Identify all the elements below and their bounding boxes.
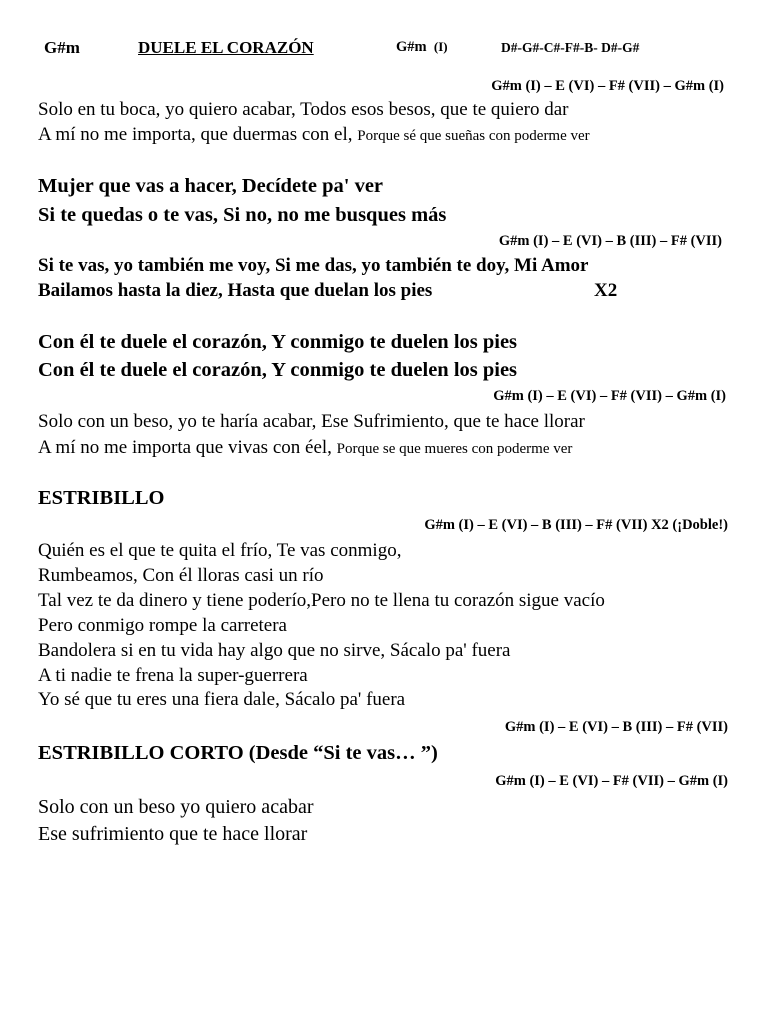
chord-line-verse1: G#m (I) – E (VI) – F# (VII) – G#m (I) — [491, 78, 724, 94]
lyric-line: A mí no me importa que vivas con éel, Porque se que mueres con poderme ver — [38, 437, 573, 458]
lyric-line: Tal vez te da dinero y tiene poderío,Pero no te llena tu corazón sigue vacío — [38, 590, 605, 611]
lyric-line: Solo con un beso yo quiero acabar — [38, 796, 314, 818]
lyric-line: Quién es el que te quita el frío, Te vas conmigo, — [38, 540, 402, 561]
chord-line-estribillo-corto: G#m (I) – E (VI) – F# (VII) – G#m (I) — [495, 773, 728, 789]
lyric-line: Yo sé que tu eres una fiera dale, Sácalo pa' fuera — [38, 689, 406, 710]
header-chord: G#m (I) — [396, 39, 448, 55]
scale-notes: D#-G#-C#-F#-B- D#-G# — [501, 40, 640, 55]
chord-line-chorus: G#m (I) – E (VI) – F# (VII) – G#m (I) — [493, 388, 726, 404]
section-heading-estribillo-corto: ESTRIBILLO CORTO (Desde “Si te vas… ”) — [38, 742, 438, 764]
lyric-line: Pero conmigo rompe la carretera — [38, 615, 287, 636]
lyric-line: A ti nadie te frena la super-guerrera — [38, 665, 308, 686]
song-title: DUELE EL CORAZÓN — [138, 38, 314, 57]
lyric-line: Solo en tu boca, yo quiero acabar, Todos esos besos, que te quiero dar — [38, 99, 569, 120]
lyric-line-bold: Mujer que vas a hacer, Decídete pa' ver — [38, 175, 384, 197]
song-key: G#m — [44, 38, 80, 57]
lyric-line-bold: Si te vas, yo también me voy, Si me das, yo también te doy, Mi Amor — [38, 255, 589, 276]
chord-line-estribillo-end: G#m (I) – E (VI) – B (III) – F# (VII) — [504, 719, 728, 735]
chord-line-prechorus: G#m (I) – E (VI) – B (III) – F# (VII) — [498, 233, 722, 249]
lyric-line-bold: Bailamos hasta la diez, Hasta que duelan los pies — [38, 280, 433, 301]
chord-line-estribillo: G#m (I) – E (VI) – B (III) – F# (VII) X2 (¡Doble!) — [424, 517, 728, 533]
chorus-line: Con él te duele el corazón, Y conmigo te duelen los pies — [38, 359, 518, 381]
lyric-line: Rumbeamos, Con él lloras casi un río — [38, 565, 324, 586]
section-heading-estribillo: ESTRIBILLO — [38, 487, 165, 509]
repeat-marker: X2 — [594, 280, 618, 301]
chorus-line: Con él te duele el corazón, Y conmigo te duelen los pies — [38, 331, 518, 353]
lyric-line: Solo con un beso, yo te haría acabar, Ese Sufrimiento, que te hace llorar — [38, 411, 585, 432]
lyric-line: A mí no me importa, que duermas con el, Porque sé que sueñas con poderme ver — [38, 124, 590, 145]
lyric-line-bold: Si te quedas o te vas, Si no, no me busques más — [38, 204, 447, 226]
lyric-line: Bandolera si en tu vida hay algo que no sirve, Sácalo pa' fuera — [38, 640, 511, 661]
lyric-line: Ese sufrimiento que te hace llorar — [38, 823, 308, 845]
